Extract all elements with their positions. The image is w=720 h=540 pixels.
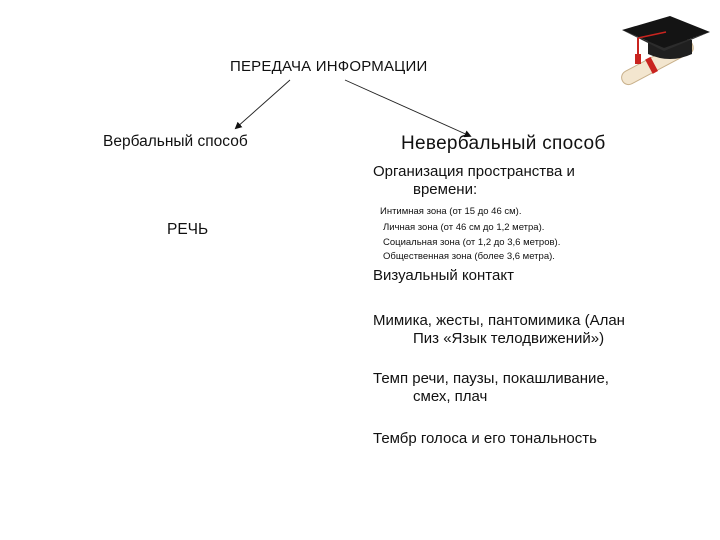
- list-item-text: Организация пространства и: [373, 163, 575, 180]
- list-item-text: Визуальный контакт: [373, 267, 514, 284]
- list-item-text-cont: смех, плач: [413, 388, 488, 405]
- list-item-speech-tempo: [373, 370, 609, 406]
- list-item-text-cont: времени:: [413, 181, 478, 198]
- graduation-cap-diploma-icon: [608, 10, 712, 86]
- list-item-voice-timbre: [373, 430, 597, 448]
- arrow-to-nonverbal: [345, 80, 470, 136]
- diagram-title: ПЕРЕДАЧА ИНФОРМАЦИИ: [230, 58, 428, 75]
- list-item-text: Мимика, жесты, пантомимика (Алан: [373, 312, 625, 329]
- nonverbal-method-heading: Невербальный способ: [401, 133, 606, 154]
- zone-personal: Личная зона (от 46 см до 1,2 метра).: [383, 222, 545, 233]
- zone-intimate: Интимная зона (от 15 до 46 см).: [380, 206, 522, 217]
- zone-social: Социальная зона (от 1,2 до 3,6 метров).: [383, 237, 561, 248]
- verbal-method-heading: Вербальный способ: [103, 133, 248, 150]
- list-item-text-cont: Пиз «Язык телодвижений»): [413, 330, 605, 347]
- list-item-text: Тембр голоса и его тональность: [373, 430, 597, 447]
- arrow-to-verbal: [236, 80, 290, 128]
- list-item-text: Темп речи, паузы, покашливание,: [373, 370, 609, 387]
- list-item-space-time: [373, 163, 575, 199]
- zone-public: Общественная зона (более 3,6 метра).: [383, 251, 555, 262]
- speech-label: РЕЧЬ: [167, 221, 209, 238]
- list-item-eye-contact: [373, 267, 514, 285]
- list-item-gestures: [373, 312, 625, 348]
